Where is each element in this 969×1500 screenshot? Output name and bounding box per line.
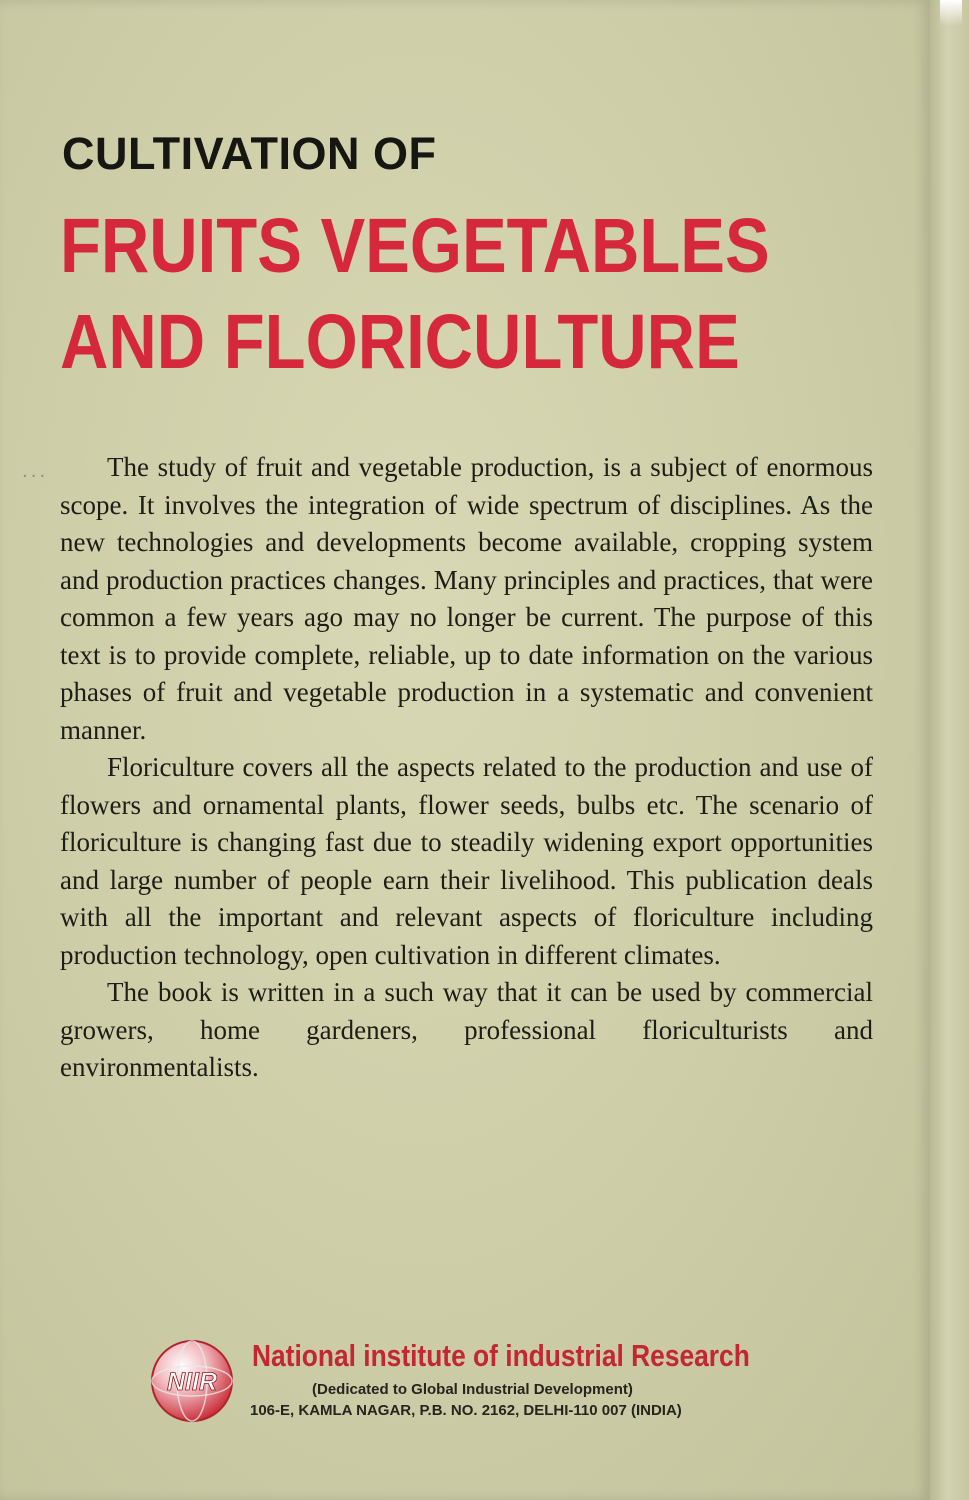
decorative-dots: ...: [22, 461, 49, 482]
niir-globe-logo: [150, 1339, 234, 1423]
logo-text: NIIR: [167, 1368, 217, 1396]
book-spine-edge: [930, 0, 969, 1500]
title-line-1: CULTIVATION OF: [62, 128, 437, 179]
blurb-paragraph-3: The book is written in a such way that it can be used by commercial growers, home gardeners, professional floriculturists and environmentalists.: [60, 977, 873, 1082]
blurb-paragraph-1: The study of fruit and vegetable production, is a subject of enormous scope. It involves the integration of wide spectrum of disciplines. As the new technologies and developments become available, cropping system and production practices changes. Many principles and practices, that were common a few years ago may no longer be current. The purpose of this text is to provide complete, reliable, up to date information on the various phases of fruit and vegetable production in a systematic and convenient manner.: [60, 452, 873, 745]
light-glare: [940, 0, 962, 26]
title-line-2: FRUITS VEGETABLES: [60, 203, 770, 289]
main-title: [60, 198, 770, 390]
publisher-tagline: (Dedicated to Global Industrial Development): [312, 1381, 633, 1398]
blurb: [60, 449, 873, 1087]
blurb-paragraph-2: Floriculture covers all the aspects related to the production and use of flowers and ornamental plants, flower seeds, bulbs etc. The scenario of floriculture is changing fast due to steadily widening export opportunities and large number of people earn their livelihood. This publication deals with all the important and relevant aspects of floriculture including production technology, open cultivation in different climates.: [60, 752, 873, 970]
title-line-3: AND FLORICULTURE: [60, 299, 740, 385]
publisher-address: 106-E, KAMLA NAGAR, P.B. NO. 2162, DELHI-110 007 (INDIA): [250, 1402, 682, 1419]
publisher-name: National institute of industrial Research: [252, 1338, 750, 1373]
